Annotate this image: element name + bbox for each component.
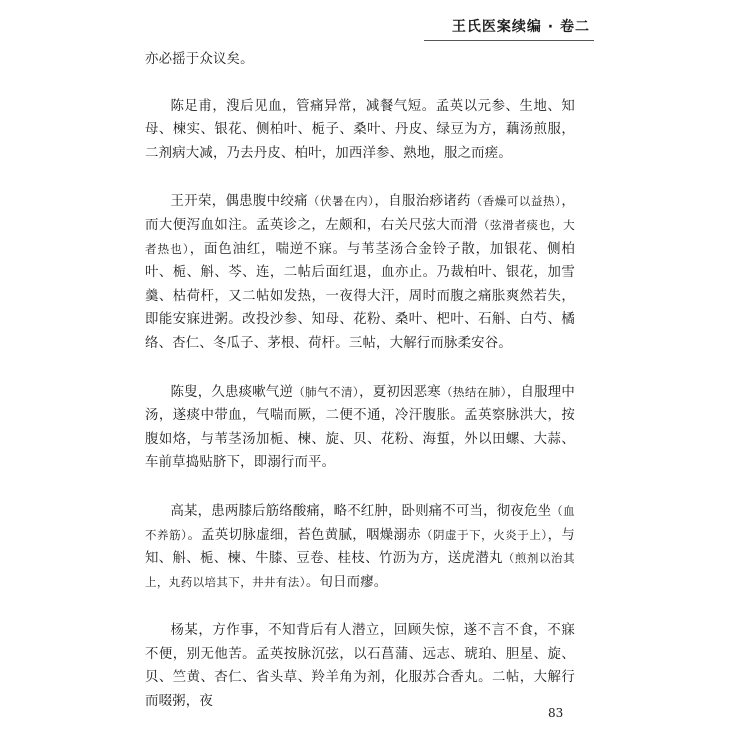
annotation-note: （伏暑在内） (307, 194, 375, 209)
body-text (145, 48, 575, 739)
text-segment: ，夏初因恶寒 (359, 384, 441, 400)
text-segment: 陈叟，久患痰嗽气逆 (170, 384, 294, 400)
case-chen-zufu (145, 95, 575, 166)
case-gao (145, 500, 575, 594)
text-segment: ，自服理中汤，遂痰中带血，气喘而厥，二便不通，冷汗腹胀。孟英察脉洪大，按腹如烙，与苇茎汤加栀、楝、旋、贝、花粉、海蜇，外以田螺、大蒜、车前草捣贴脐下，即溺行而平。 (145, 384, 575, 471)
text-segment: 。孟英切脉虚细，苔色黄腻，咽燥溺赤 (187, 527, 421, 543)
text-segment: 亦必摇于众议矣。 (145, 52, 254, 67)
text-segment: ，面色油红，喘逆不寐。与苇茎汤合金铃子散，加银花、侧柏叶、栀、斛、芩、连，二帖后面红退，血亦止。乃裁柏叶、银花，加雪羹、枯荷杆，又二帖如发热，一夜得大汗，周时而腹之痛胀爽然若失，即能安寐进粥。改投沙参、知母、花粉、桑叶、杷叶、石斛、白芍、橘络、杏仁、冬瓜子、茅根、荷杆。三帖，大解行而脉柔安谷。 (145, 241, 575, 351)
paragraph-continuation (145, 48, 575, 72)
text-segment: 王开荣，偶患腹中绞痛 (170, 194, 308, 210)
annotation-note: （肺气不清） (293, 384, 360, 399)
annotation-note: （香燥可以益热） (470, 194, 562, 209)
text-segment: 陈足甫，溲后见血，管痛异常，减餐气短。孟英以元参、生地、知母、楝实、银花、侧柏叶、栀子、桑叶、丹皮、绿豆为方，藕汤煎服，二剂病大减，乃去丹皮、柏叶，加西洋参、熟地，服之而瘥。 (145, 98, 575, 161)
annotation-note: （热结在肺） (440, 384, 507, 399)
text-segment: ，而大便泻血如注。孟英诊之，左颇和，右关尺弦大而滑 (145, 194, 575, 233)
annotation-note: （阴虚于下，火炎于上） (420, 527, 548, 542)
case-yang (145, 619, 575, 713)
running-header-title: 王氏医案续编 · 卷二 (451, 19, 590, 35)
running-header (424, 14, 594, 41)
page-number: 83 (548, 706, 564, 720)
text-segment: 。旬日而瘳。 (305, 574, 388, 590)
text-segment: ，与知、斛、栀、楝、牛膝、豆卷、桂枝、竹沥为方，送虎潜丸 (145, 527, 575, 567)
text-segment: 杨某，方作事，不知背后有人潜立，回顾失惊，遂不言不食，不寐不便，别无他苦。孟英按脉沉弦，以石菖蒲、远志、琥珀、胆星、旋、贝、竺黄、杏仁、省头草、羚羊角为剂，化服苏合香丸。二帖，大解行而啜粥，夜 (145, 623, 575, 710)
annotation-note: （弦滑者痰也，大者热也） (145, 217, 575, 256)
text-segment: ，自服治痧诸药 (374, 194, 471, 210)
annotation-note: （煎剂以治其上，丸药以培其下，井井有法） (145, 551, 575, 589)
case-chen-sou (145, 381, 575, 475)
case-wang-kairong (145, 190, 575, 355)
text-segment: 高某，患两膝后筋络酸痛，略不红肿，卧则痛不可当，彻夜危坐 (170, 503, 552, 519)
annotation-note: （血不养筋） (145, 503, 575, 542)
